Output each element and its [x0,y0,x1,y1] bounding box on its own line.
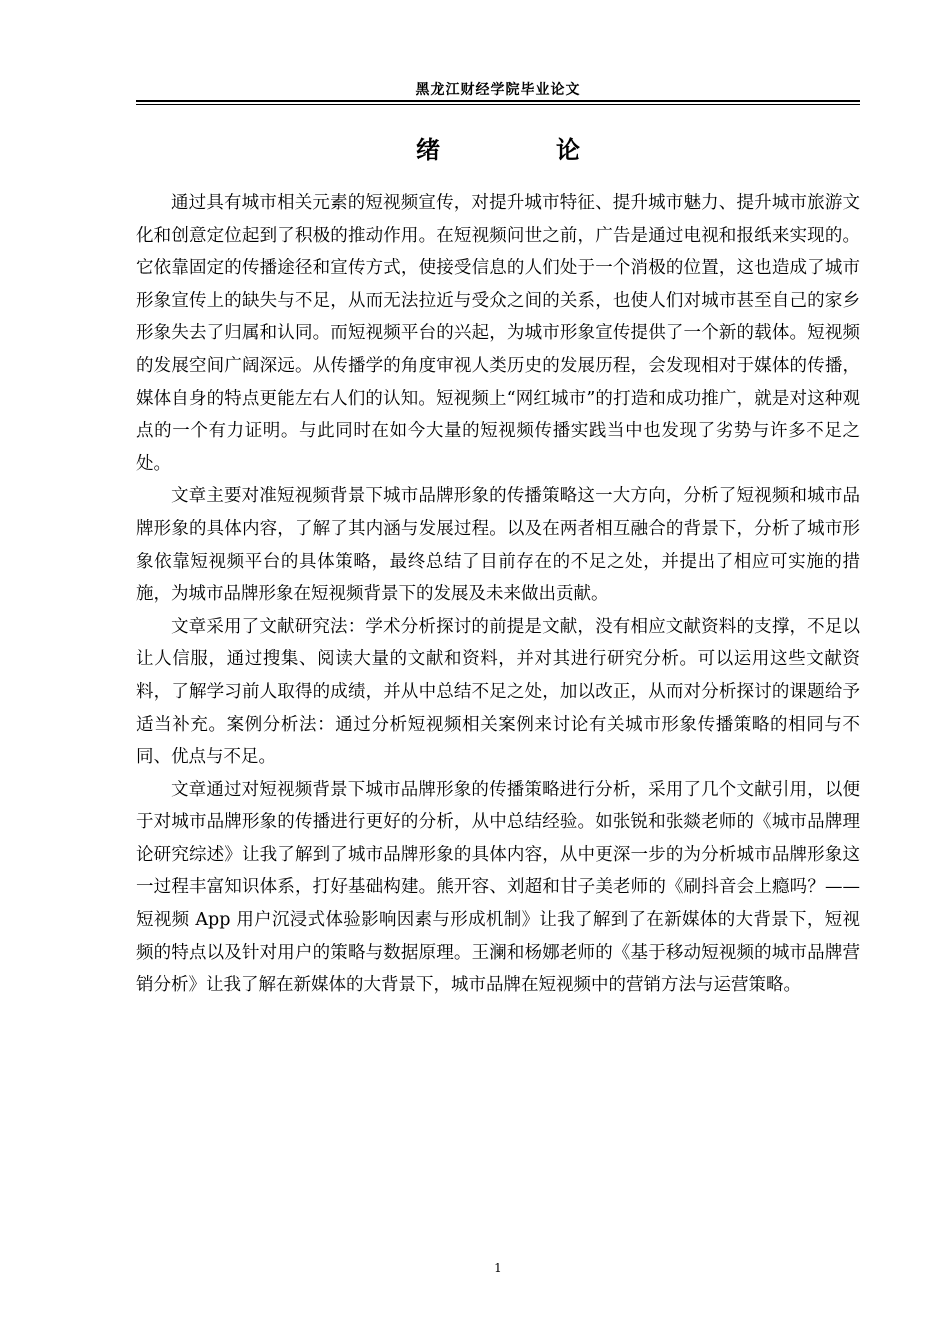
header-rule-thin [136,104,860,105]
running-header: 黑龙江财经学院毕业论文 [415,82,581,98]
body-text [136,187,860,1002]
section-title: 绪 论 [416,135,626,164]
paragraph-4: 文章通过对短视频背景下城市品牌形象的传播策略进行分析，采用了几个文献引用，以便于对城市品牌形象的传播进行更好的分析，从中总结经验。如张锐和张燚老师的《城市品牌理论研究综述》让我了解到了城市品牌形象的具体内容，从中更深一步的为分析城市品牌形象这一过程丰富知识体系，打好基础构建。熊开容、刘超和甘子美老师的《刷抖音会上瘾吗？——短视频 App 用户沉浸式体验影响因素与形成机制》让我了解到了在新媒体的大背景下，短视频的特点以及针对用户的策略与数据原理。王澜和杨娜老师的《基于移动短视频的城市品牌营销分析》让我了解在新媒体的大背景下，城市品牌在短视频中的营销方法与运营策略。 [136,779,860,996]
page-number: 1 [494,1261,502,1275]
paragraph-3: 文章采用了文献研究法：学术分析探讨的前提是文献，没有相应文献资料的支撑，不足以让人信服，通过搜集、阅读大量的文献和资料，并对其进行研究分析。可以运用这些文献资料，了解学习前人取得的成绩，并从中总结不足之处，加以改正，从而对分析探讨的课题给予适当补充。案例分析法：通过分析短视频相关案例来讨论有关城市形象传播策略的相同与不同、优点与不足。 [136,616,860,768]
paragraph-1: 通过具有城市相关元素的短视频宣传，对提升城市特征、提升城市魅力、提升城市旅游文化和创意定位起到了积极的推动作用。在短视频问世之前，广告是通过电视和报纸来实现的。它依靠固定的传播途径和宣传方式，使接受信息的人们处于一个消极的位置，这也造成了城市形象宣传上的缺失与不足，从而无法拉近与受众之间的关系，也使人们对城市甚至自己的家乡形象失去了归属和认同。而短视频平台的兴起，为城市形象宣传提供了一个新的载体。短视频的发展空间广阔深远。从传播学的角度审视人类历史的发展历程，会发现相对于媒体的传播，媒体自身的特点更能左右人们的认知。短视频上“网红城市”的打造和成功推广，就是对这种观点的一个有力证明。与此同时在如今大量的短视频传播实践当中也发现了劣势与许多不足之处。 [136,193,860,474]
header-rule-thick [136,100,860,102]
paragraph-2: 文章主要对准短视频背景下城市品牌形象的传播策略这一大方向，分析了短视频和城市品牌形象的具体内容，了解了其内涵与发展过程。以及在两者相互融合的背景下，分析了城市形象依靠短视频平台的具体策略，最终总结了目前存在的不足之处，并提出了相应可实施的措施，为城市品牌形象在短视频背景下的发展及未来做出贡献。 [136,486,860,605]
